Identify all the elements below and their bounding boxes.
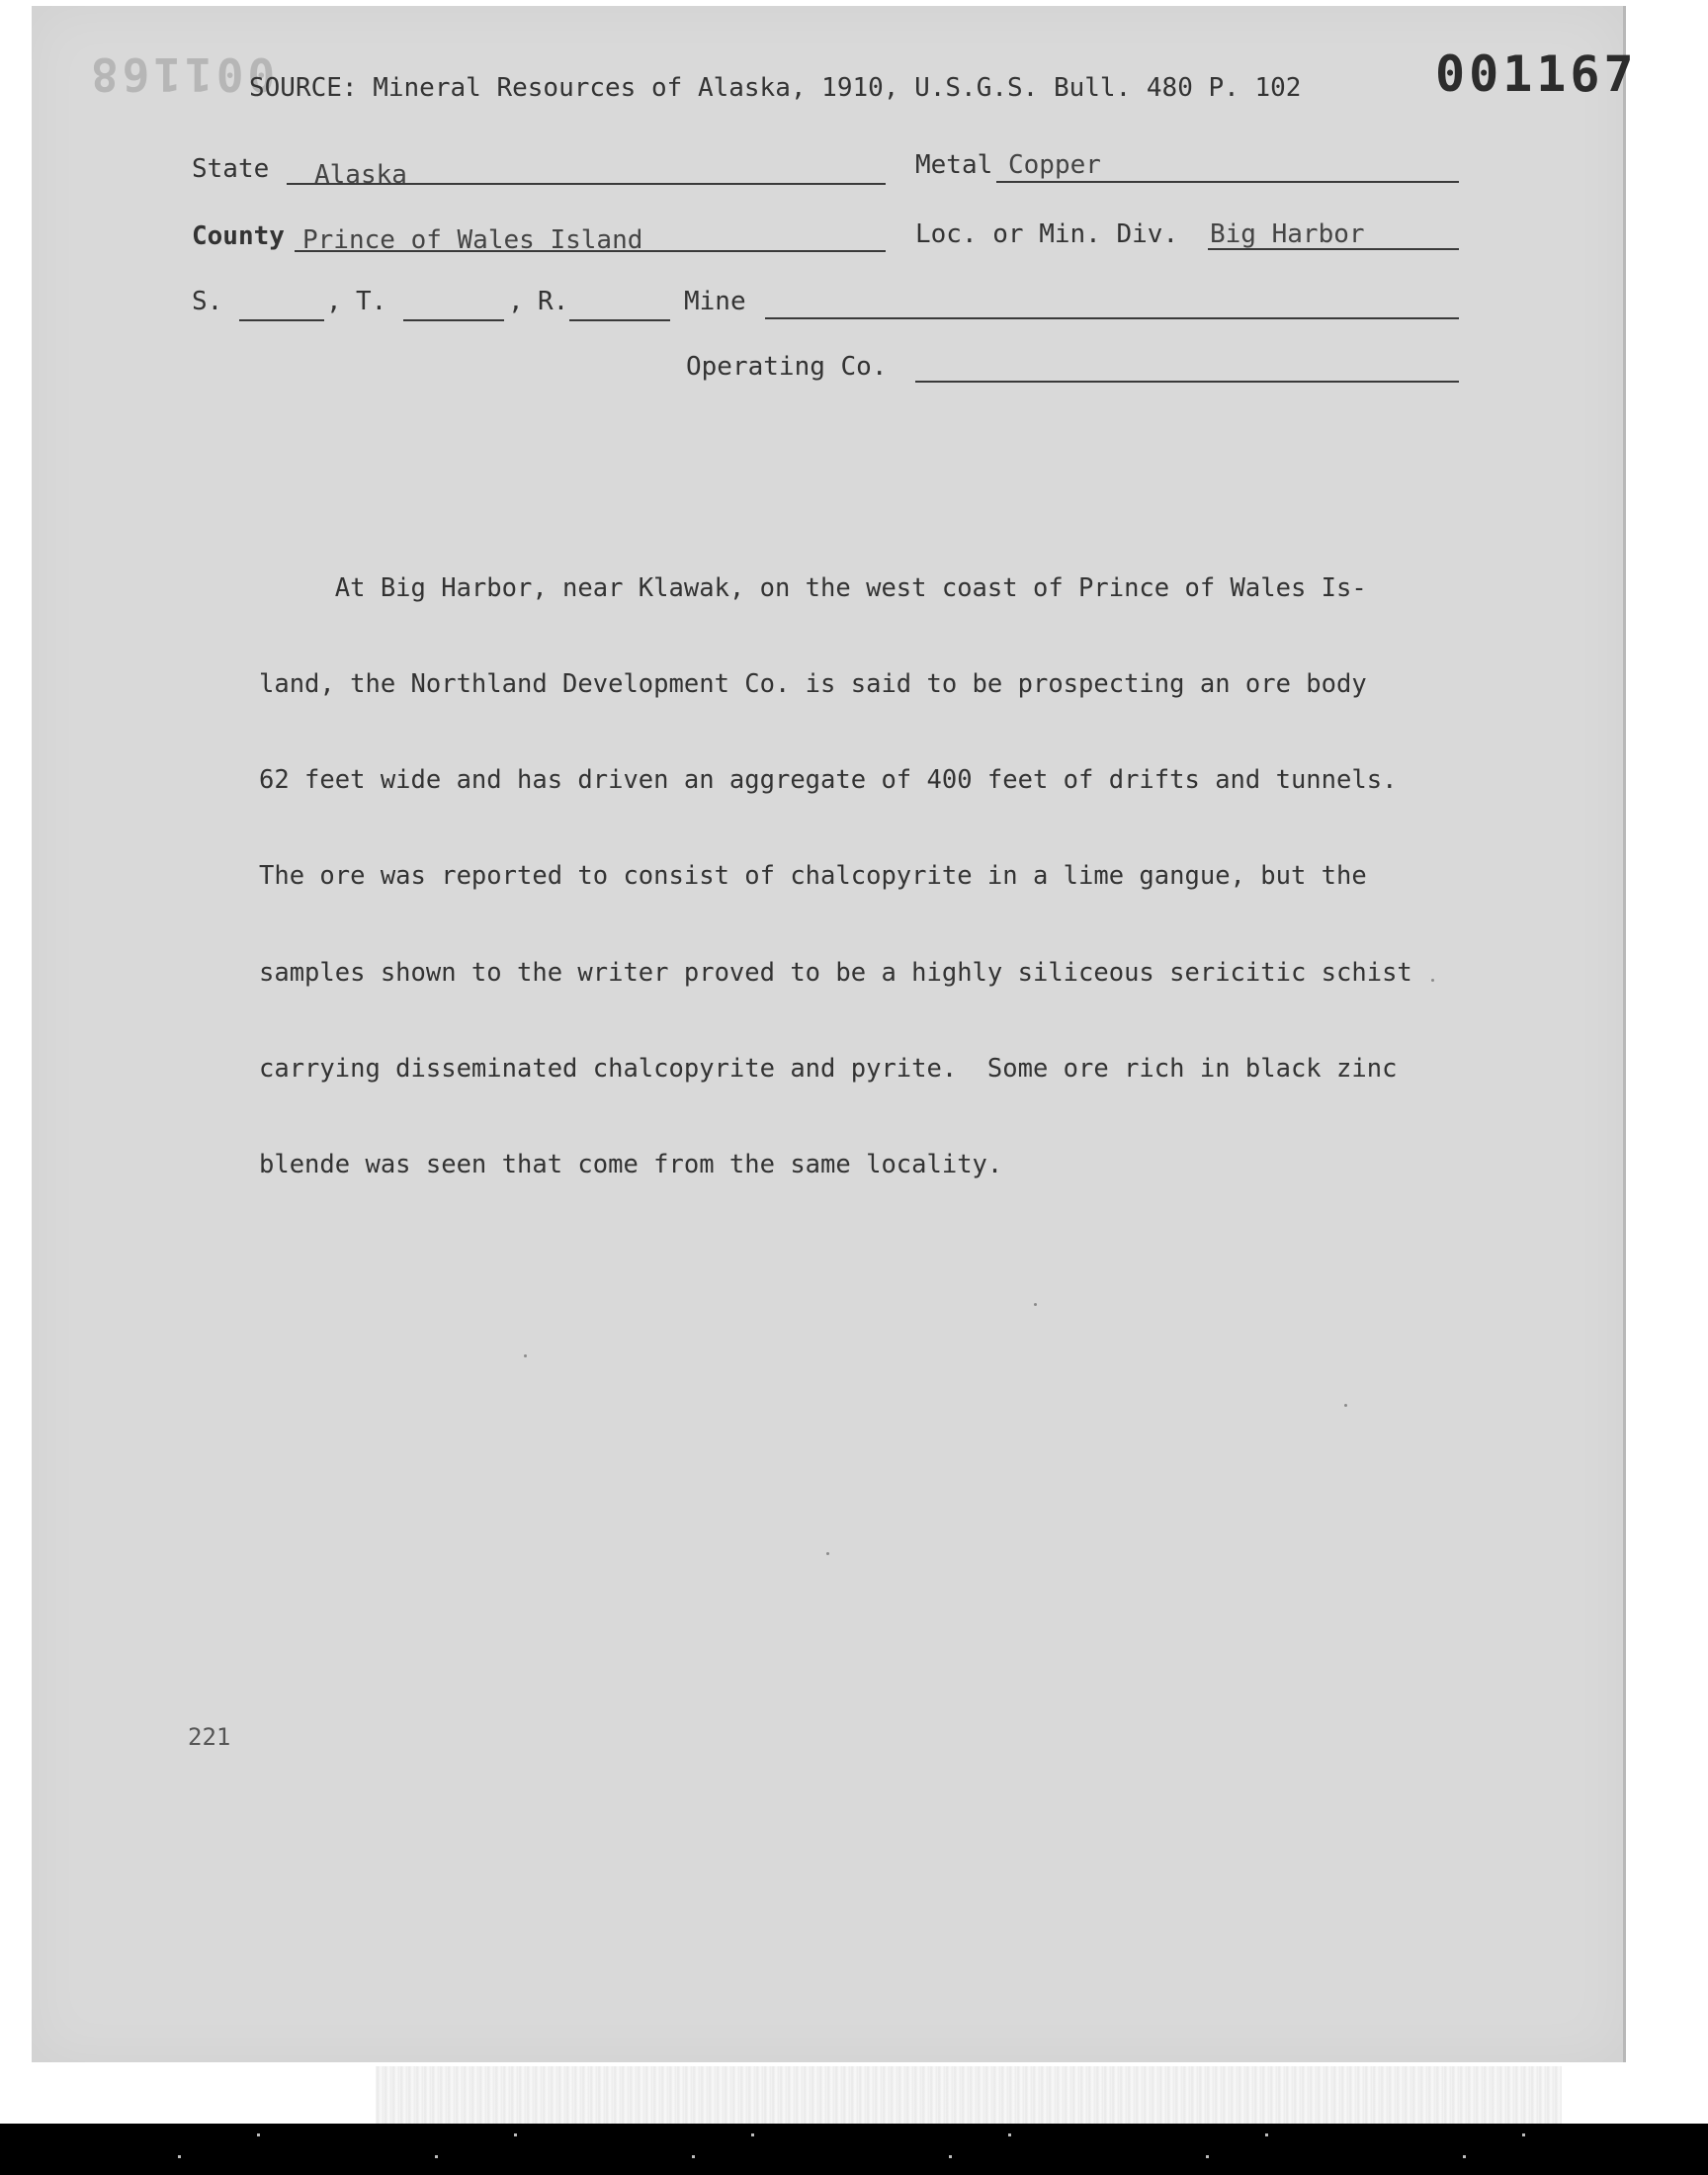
stamp-number: 001167 [1435, 45, 1638, 103]
band-mark [1522, 2133, 1525, 2136]
scan-speck [1344, 1404, 1347, 1407]
range-rule [569, 319, 670, 321]
band-mark [751, 2133, 754, 2136]
band-mark [1265, 2133, 1268, 2136]
loc-value: Big Harbor [1210, 219, 1365, 249]
source-line: SOURCE: Mineral Resources of Alaska, 1910, U.S.G.S. Bull. 480 P. 102 [249, 73, 1302, 103]
scan-speck [826, 1552, 829, 1555]
body-line: carrying disseminated chalcopyrite and pyrite. Some ore rich in black zinc [259, 1053, 1398, 1084]
county-rule [295, 250, 886, 252]
page-number: 221 [188, 1723, 231, 1751]
loc-rule [1208, 248, 1459, 250]
operating-rule [915, 381, 1459, 383]
section-label: S. [192, 287, 223, 316]
scan-speck [1034, 1303, 1037, 1306]
scan-strip [376, 2066, 1562, 2126]
section-rule [239, 319, 324, 321]
band-mark [949, 2155, 952, 2158]
county-label: County [192, 221, 285, 251]
state-rule [287, 183, 886, 185]
section-comma: , [326, 287, 342, 316]
band-mark [692, 2155, 695, 2158]
body-line: samples shown to the writer proved to be a highly siliceous sericitic schist [259, 957, 1412, 988]
township-label: T. [356, 287, 387, 316]
operating-label: Operating Co. [686, 352, 888, 382]
band-mark [178, 2155, 181, 2158]
band-mark [435, 2155, 438, 2158]
loc-label: Loc. or Min. Div. [915, 219, 1179, 249]
body-line: land, the Northland Development Co. is said to be prospecting an ore body [259, 669, 1367, 700]
township-comma: , [508, 287, 524, 316]
range-label: R. [538, 287, 569, 316]
county-value: Prince of Wales Island [302, 225, 643, 255]
mine-label: Mine [684, 287, 746, 316]
mine-rule [765, 317, 1459, 319]
scanner-bottom-band [0, 2124, 1708, 2175]
band-mark [1463, 2155, 1466, 2158]
metal-label: Metal [915, 150, 993, 180]
mirrored-stamp-number: 001168 [87, 47, 276, 101]
township-rule [403, 319, 504, 321]
scan-speck [1431, 979, 1434, 982]
state-label: State [192, 154, 270, 184]
band-mark [1206, 2155, 1209, 2158]
body-line: The ore was reported to consist of chalcopyrite in a lime gangue, but the [259, 861, 1367, 892]
scan-speck [524, 1354, 527, 1357]
state-value: Alaska [314, 160, 407, 190]
body-line: 62 feet wide and has driven an aggregate of 400 feet of drifts and tunnels. [259, 765, 1398, 796]
band-mark [257, 2133, 260, 2136]
body-line: At Big Harbor, near Klawak, on the west coast of Prince of Wales Is- [259, 572, 1367, 603]
metal-value: Copper [1008, 150, 1101, 180]
band-mark [514, 2133, 517, 2136]
body-line: blende was seen that come from the same locality. [259, 1150, 1003, 1180]
body-paragraph [259, 508, 1524, 1213]
metal-rule [996, 181, 1459, 183]
band-mark [1008, 2133, 1011, 2136]
